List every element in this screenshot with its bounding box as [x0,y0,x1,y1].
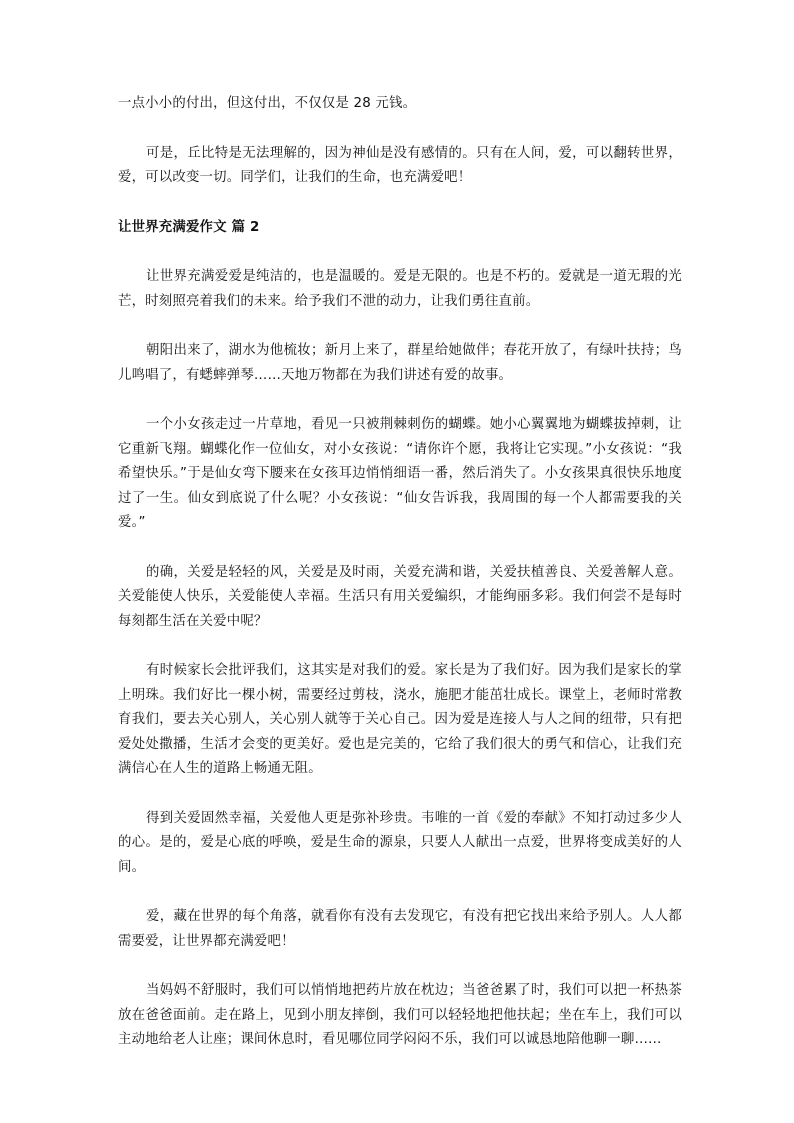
paragraph-8: 当妈妈不舒服时，我们可以悄悄地把药片放在枕边；当爸爸累了时，我们可以把一杯热茶放在爸爸面前。走在路上，见到小朋友摔倒，我们可以轻轻地把他扶起；坐在车上，我们可以主动地给老人让座；课间休息时，看见哪位同学闷闷不乐，我们可以诚恳地陪他聊一聊…… [118,983,682,1047]
paragraph-3: 一个小女孩走过一片草地，看见一只被荆棘刺伤的蝴蝶。她小心翼翼地为蝴蝶拔掉刺，让它重新飞翔。蝴蝶化作一位仙女，对小女孩说：“请你许个愿，我将让它实现。”小女孩说：“我希望快乐。”于是仙女弯下腰来在女孩耳边悄悄细语一番，然后消失了。小女孩果真很快乐地度过了一生。仙女到底说了什么呢？小女孩说：“仙女告诉我，我周围的每一个人都需要我的关爱。” [118,417,682,530]
paragraph-5: 有时候家长会批评我们，这其实是对我们的爱。家长是为了我们好。因为我们是家长的掌上明珠。我们好比一棵小树，需要经过剪枝，浇水，施肥才能茁壮成长。课堂上，老师时常教育我们，要去关心别人，关心别人就等于关心自己。因为爱是连接人与人之间的纽带，只有把爱处处撒播，生活才会变的更美好。爱也是完美的，它给了我们很大的勇气和信心，让我们充满信心在人生的道路上畅通无阻。 [118,663,682,776]
paragraph-top-2: 可是，丘比特是无法理解的，因为神仙是没有感情的。只有在人间，爱，可以翻转世界，爱，可以改变一切。同学们，让我们的生命，也充满爱吧！ [118,145,682,185]
section-title: 让世界充满爱作文 篇 2 [118,219,260,235]
paragraph-7: 爱，藏在世界的每个角落，就看你有没有去发现它，有没有把它找出来给予别人。人人都需要爱，让世界都充满爱吧！ [118,909,682,949]
paragraph-2: 朝阳出来了，湖水为他梳妆；新月上来了，群星给她做伴；春花开放了，有绿叶扶持；鸟儿鸣唱了，有蟋蟀弹琴……天地万物都在为我们讲述有爱的故事。 [118,343,682,383]
paragraph-6: 得到关爱固然幸福，关爱他人更是弥补珍贵。韦唯的一首《爱的奉献》不知打动过多少人的心。是的，爱是心底的呼唤，爱是生命的源泉，只要人人献出一点爱，世界将变成美好的人间。 [118,810,682,875]
paragraph-top-1: 一点小小的付出，但这付出，不仅仅是 28 元钱。 [118,96,417,111]
paragraph-1: 让世界充满爱爱是纯洁的，也是温暖的。爱是无限的。也是不朽的。爱就是一道无瑕的光芒，时刻照亮着我们的未来。给予我们不泄的动力，让我们勇往直前。 [118,269,682,309]
paragraph-4: 的确，关爱是轻轻的风，关爱是及时雨，关爱充满和谐，关爱扶植善良、关爱善解人意。关爱能使人快乐，关爱能使人幸福。生活只有用关爱编织，才能绚丽多彩。我们何尝不是每时每刻都生活在关爱中呢？ [118,564,682,629]
